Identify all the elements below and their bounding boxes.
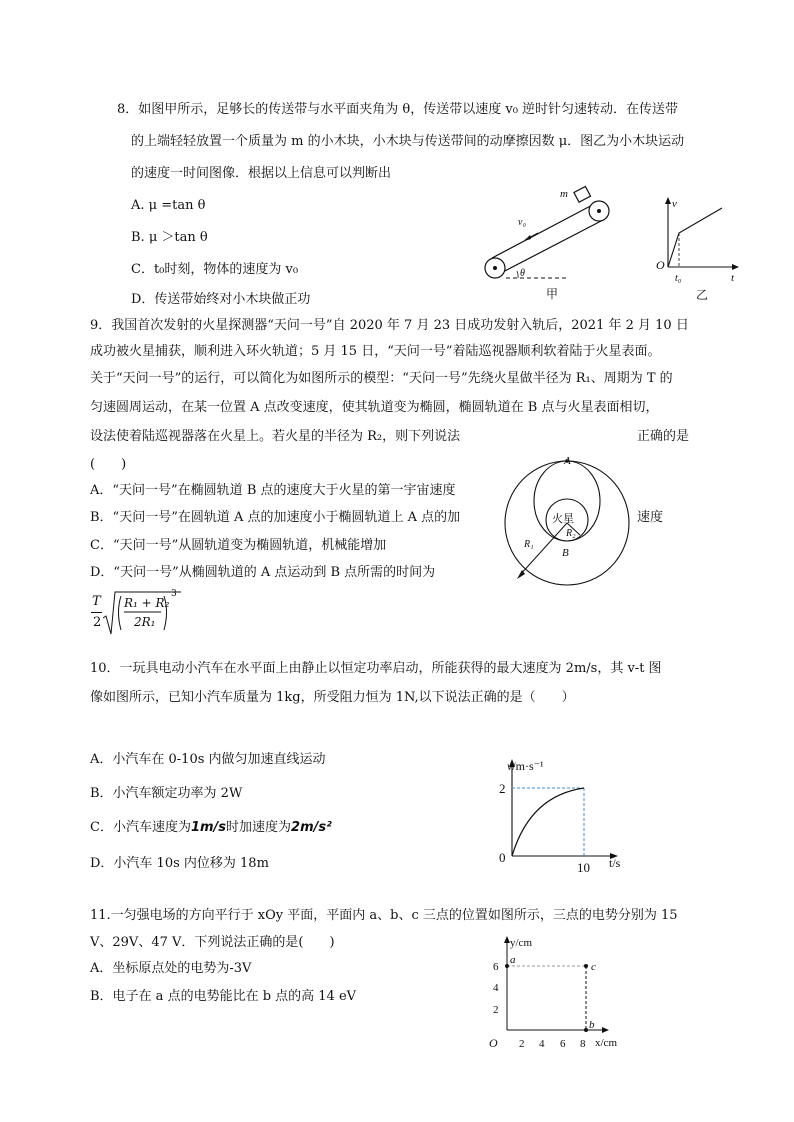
q10-stem-line2: 像如图所示，已知小汽车质量为 1kg，所受阻力恒为 1N,以下说法正确的是（ ） xyxy=(90,690,575,705)
t-axis-label: t xyxy=(731,272,735,284)
q9-stem-line5: 设法使着陆巡视器落在火星上。若火星的半径为 R₂，则下列说法 xyxy=(90,429,461,444)
angle-label: θ xyxy=(520,268,525,279)
formula-numerator: R₁ + R₂ xyxy=(124,596,170,610)
q10-option-c-prefix: C．小汽车速度为 xyxy=(90,820,191,835)
x-tick-10: 10 xyxy=(577,860,590,875)
q9-option-b-tail: 速度 xyxy=(637,510,664,525)
q8-stem-line2: 的上端轻轻放置一个质量为 m 的小木块，小木块与传送带间的动摩擦因数 μ．图乙为小木块运动 xyxy=(131,134,685,149)
t-axis-label: t/s xyxy=(609,856,621,870)
point-a-label: a xyxy=(510,954,516,966)
q10-vt-graph xyxy=(495,755,645,877)
x-tick-4: 4 xyxy=(539,1038,545,1050)
q11-stem-line2: V、29V、47 V．下列说法正确的是( ) xyxy=(90,935,335,950)
y-tick-4: 4 xyxy=(493,982,499,994)
q9-answer-paren: ( ) xyxy=(90,457,127,472)
q8-stem-line3: 的速度一时间图像．根据以上信息可以判断出 xyxy=(131,166,392,181)
point-b-label: b xyxy=(589,1019,595,1031)
v-axis-label: v/m·s⁻¹ xyxy=(507,759,544,773)
q9-stem-line4: 匀速圆周运动，在某一位置 A 点改变速度，使其轨道变为椭圆，椭圆轨道在 B 点与火星表面相切， xyxy=(90,400,659,415)
q9-formula xyxy=(88,590,188,640)
x-tick-8: 8 xyxy=(580,1038,586,1050)
q9-orbit-figure xyxy=(500,453,635,593)
formula-T: T xyxy=(92,594,101,609)
q9-stem-line2: 成功被火星捕获，顺利进入环火轨道；5 月 15 日，“天问一号”着陆巡视器顺利软着陆于火星表面。 xyxy=(90,344,661,359)
formula-two: 2 xyxy=(93,615,102,630)
q8-option-d: D．传送带始终对小木块做正功 xyxy=(131,292,311,307)
formula-denominator: 2R₁ xyxy=(134,615,156,629)
y-tick-2: 2 xyxy=(499,781,506,796)
q9-option-a: A．“天问一号”在椭圆轨道 B 点的速度大于火星的第一宇宙速度 xyxy=(90,483,456,498)
q9-stem-line3: 关于“天问一号”的运行，可以简化为如图所示的模型：“天问一号”先绕火星做半径为 R₁、周期为 T 的 xyxy=(90,371,673,386)
origin-zero: 0 xyxy=(499,850,506,865)
point-c xyxy=(584,964,588,968)
q9-stem-line1: 9．我国首次发射的火星探测器“天问一号”自 2020 年 7 月 23 日成功发射入轨后，2021 年 2 月 10 日 xyxy=(90,318,689,333)
q11-stem-line1: 11.一匀强电场的方向平行于 xOy 平面，平面内 a、b、c 三点的位置如图所示，三点的电势分别为 15 xyxy=(90,908,678,923)
origin-label: O xyxy=(489,1036,498,1050)
point-c-label: c xyxy=(591,961,596,973)
q10-stem-line1: 10．一玩具电动小汽车在水平面上由静止以恒定功率启动，所能获得的最大速度为 2m/s，其 v-t 图 xyxy=(90,661,662,676)
y-tick-6: 6 xyxy=(493,961,499,973)
origin-label: O xyxy=(656,258,665,272)
r2-label: R₂ xyxy=(566,528,576,539)
figure-caption-jia: 甲 xyxy=(546,287,559,301)
point-a xyxy=(505,964,509,968)
point-a-label: A xyxy=(564,455,571,467)
q11-option-a: A．坐标原点处的电势为-3V xyxy=(90,961,252,976)
x-tick-6: 6 xyxy=(560,1038,566,1050)
point-b-label: B xyxy=(562,547,569,559)
q10-option-a: A．小汽车在 0-10s 内做匀加速直线运动 xyxy=(90,752,326,767)
q11-coordinate-figure xyxy=(483,928,623,1053)
wood-block xyxy=(574,186,591,202)
point-b xyxy=(584,1028,588,1032)
q8-option-c: C．t₀时刻，物体的速度为 v₀ xyxy=(131,262,299,277)
q11-option-b: B．电子在 a 点的电势能比在 b 点的高 14 eV xyxy=(90,989,357,1004)
figure-caption-yi: 乙 xyxy=(696,288,709,302)
q10-option-c xyxy=(90,820,332,836)
q8-option-b: B. μ ＞tan θ xyxy=(131,230,208,245)
q8-figure-yi xyxy=(652,195,747,300)
q9-option-d: D．“天问一号”从椭圆轨道的 A 点运动到 B 点所需的时间为 xyxy=(90,565,436,580)
r1-label: R₁ xyxy=(524,539,534,550)
q10-option-b: B．小汽车额定功率为 2W xyxy=(90,786,243,801)
q8-option-a: A. μ =tan θ xyxy=(131,198,206,213)
q9-option-b: B．“天问一号”在圆轨道 A 点的加速度小于椭圆轨道上 A 点的加 xyxy=(90,510,461,525)
q8-figure-jia xyxy=(480,185,620,300)
q10-option-c-middle: 时加速度为 xyxy=(226,820,292,835)
block-mass-label: m xyxy=(560,188,568,200)
y-axis-label: y/cm xyxy=(510,937,532,949)
q9-stem-line5-tail: 正确的是 xyxy=(637,429,690,444)
q9-option-c: C．“天问一号”从圆轨道变为椭圆轨道，机械能增加 xyxy=(90,538,387,553)
velocity-curve xyxy=(512,788,584,856)
t0-label: t₀ xyxy=(675,273,682,284)
x-axis-label: x/cm xyxy=(595,1037,617,1049)
v-axis-label: v xyxy=(672,198,677,210)
belt-velocity-label: v₀ xyxy=(518,217,526,228)
q10-option-d: D．小汽车 10s 内位移为 18m xyxy=(90,856,269,871)
q10-option-c-speed: 1m/s xyxy=(190,820,227,835)
formula-exponent: 3 xyxy=(171,589,177,599)
q10-option-c-acceleration: 2m/s² xyxy=(291,820,332,835)
y-tick-2: 2 xyxy=(493,1004,499,1016)
velocity-curve xyxy=(668,208,722,267)
q8-stem-line1: 8．如图甲所示，足够长的传送带与水平面夹角为 θ，传送带以速度 v₀ 逆时针匀速转动．在传送带 xyxy=(117,102,679,117)
mars-label: 火星 xyxy=(552,513,574,525)
x-tick-2: 2 xyxy=(519,1038,525,1050)
